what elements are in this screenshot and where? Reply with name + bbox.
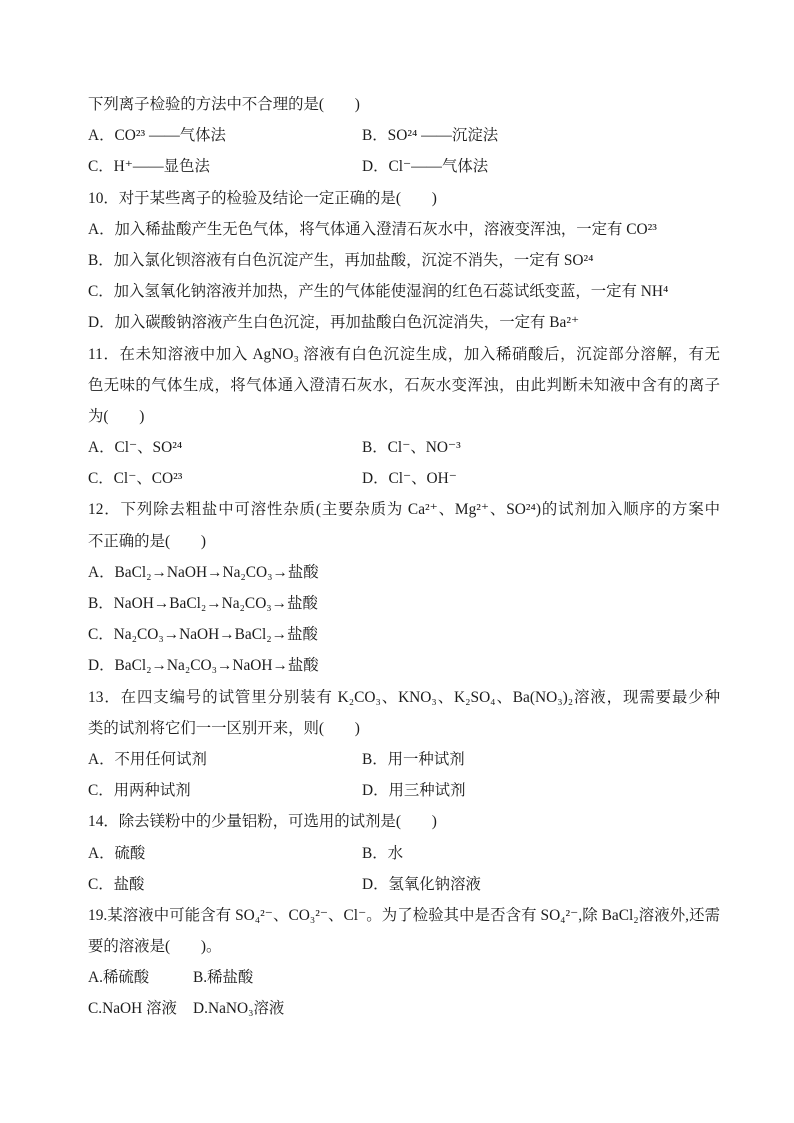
question-12-option-b: B．NaOH→BaCl₂→Na₂CO₃→盐酸 (88, 595, 318, 612)
question-12-option-d: D．BaCl₂→Na₂CO₃→NaOH→盐酸 (88, 657, 319, 675)
question-19-option-b: B.稀盐酸 (193, 969, 254, 987)
question-13-options-row-2 (88, 775, 794, 806)
question-19-option-d: D.NaNO₃溶液 (193, 1000, 285, 1018)
question-19-stem-line-2: 要的溶液是( )。 (88, 938, 222, 956)
question-10-stem: 10．对于某些离子的检验及结论一定正确的是( ) (88, 189, 437, 207)
question-14-option-c: C．盐酸 (88, 875, 145, 893)
question-9-option-a: A．CO²³ ——气体法 (88, 127, 226, 145)
question-13-option-a: A．不用任何试剂 (88, 750, 207, 768)
question-14-options-row-2 (88, 869, 794, 900)
question-19-option-a: A.稀硫酸 (88, 969, 150, 987)
question-10-option-d: D．加入碳酸钠溶液产生白色沉淀，再加盐酸白色沉淀消失，一定有 Ba²⁺ (88, 314, 580, 332)
question-13-option-c: C．用两种试剂 (88, 782, 191, 800)
question-9-options-row-2 (88, 151, 794, 182)
question-12-option-c: C．Na₂CO₃→NaOH→BaCl₂→盐酸 (88, 626, 318, 644)
question-12-option-a: A．BaCl₂→NaOH→Na₂CO₃→盐酸 (88, 563, 319, 581)
question-14-options-row-1 (88, 838, 794, 869)
question-14-stem: 14．除去镁粉中的少量铝粉，可选用的试剂是( ) (88, 813, 437, 831)
question-13-option-d: D．用三种试剂 (362, 782, 466, 800)
question-10-option-a: A．加入稀盐酸产生无色气体，将气体通入澄清石灰水中，溶液变浑浊，一定有 CO²³ (88, 220, 657, 238)
question-14-option-a: A．硫酸 (88, 844, 146, 862)
question-19-options-row-1 (88, 962, 794, 993)
question-19-option-c: C.NaOH 溶液 (88, 1000, 177, 1018)
question-11-option-b: B．Cl⁻、NO⁻³ (362, 439, 461, 457)
question-19-options-row-2 (88, 993, 794, 1024)
question-12-stem-line-2: 不正确的是( ) (88, 532, 206, 550)
question-14-option-d: D．氢氧化钠溶液 (362, 875, 481, 893)
question-11-options-row-1 (88, 432, 794, 463)
question-11-stem-line-1: 11．在未知溶液中加入 AgNO₃ 溶液有白色沉淀生成，加入稀硝酸后，沉淀部分溶解，有无 (88, 345, 720, 363)
question-9-option-c: C．H⁺——显色法 (88, 158, 210, 176)
question-10-option-b: B．加入氯化钡溶液有白色沉淀产生，再加盐酸，沉淀不消失，一定有 SO²⁴ (88, 251, 594, 269)
question-13-option-b: B．用一种试剂 (362, 750, 465, 768)
question-9-options-row-1 (88, 120, 794, 151)
question-13-options-row-1 (88, 744, 794, 775)
question-19-stem-line-1: 19.某溶液中可能含有 SO₄²⁻、CO₃²⁻、Cl⁻。为了检验其中是否含有 SO₄²⁻,除 BaCl₂溶液外,还需 (88, 906, 720, 924)
question-9-stem: 下列离子检验的方法中不合理的是( ) (88, 96, 360, 113)
question-11-option-d: D．Cl⁻、OH⁻ (362, 470, 457, 488)
question-13-stem-line-2: 类的试剂将它们一一区别开来，则( ) (88, 719, 360, 737)
question-11-stem-line-2: 色无味的气体生成，将气体通入澄清石灰水，石灰水变浑浊，由此判断未知液中含有的离子 (88, 376, 720, 394)
question-11-option-a: A．Cl⁻、SO²⁴ (88, 439, 183, 457)
question-9-option-b: B．SO²⁴ ——沉淀法 (362, 127, 499, 145)
question-11-stem-line-3: 为( ) (88, 407, 145, 425)
question-12-stem-line-1: 12．下列除去粗盐中可溶性杂质(主要杂质为 Ca²⁺、Mg²⁺、SO²⁴)的试剂加入顺序的方案中 (88, 501, 720, 519)
question-11-option-c: C．Cl⁻、CO²³ (88, 470, 183, 488)
question-10-option-c: C．加入氢氧化钠溶液并加热，产生的气体能使湿润的红色石蕊试纸变蓝，一定有 NH⁴ (88, 283, 669, 301)
question-14-option-b: B．水 (362, 844, 404, 862)
question-13-stem-line-1: 13．在四支编号的试管里分别装有 K₂CO₃、KNO₃、K₂SO₄、Ba(NO₃)₂溶液，现需要最少种 (88, 688, 720, 706)
question-11-options-row-2 (88, 463, 794, 494)
question-9-option-d: D．Cl⁻——气体法 (362, 158, 489, 176)
